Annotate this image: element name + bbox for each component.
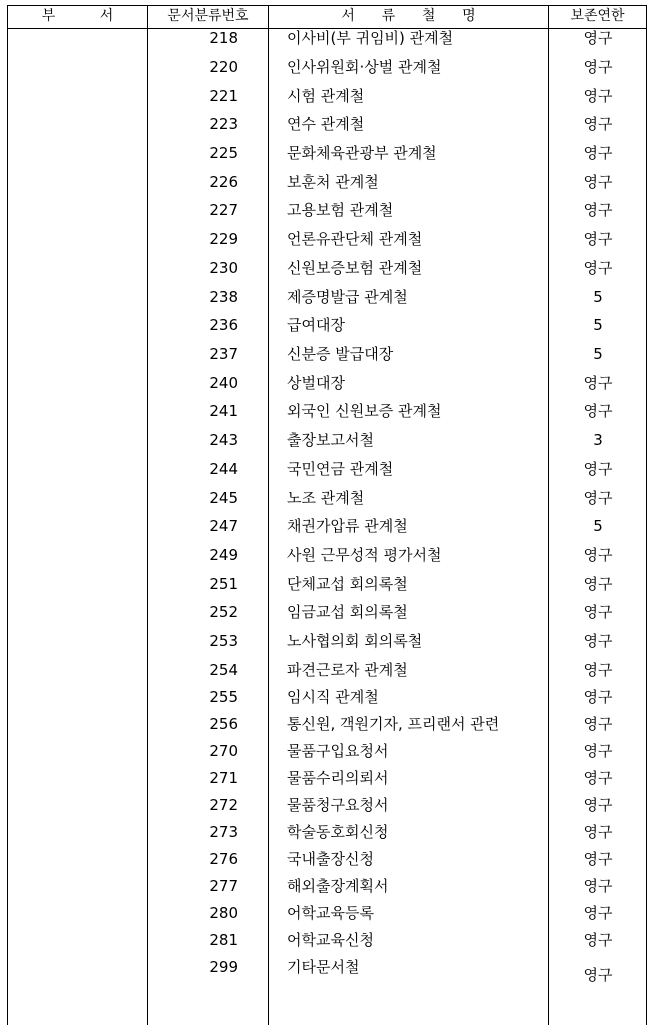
- cell-file-title: 기타문서철: [287, 958, 360, 976]
- cell-code: 299: [209, 958, 238, 976]
- cell-file-title: 연수 관계철: [287, 115, 365, 134]
- cell-code: 223: [209, 115, 238, 134]
- table-row: [0, 397, 653, 425]
- cell-retention: 영구: [583, 823, 613, 841]
- cell-file-title: 물품구입요청서: [287, 742, 389, 760]
- cell-file-title: 외국인 신원보증 관계철: [287, 402, 442, 421]
- cell-code: 227: [209, 201, 238, 220]
- table-row: [0, 455, 653, 483]
- cell-retention: 영구: [583, 715, 613, 733]
- table-row: [0, 283, 653, 311]
- table-row: [0, 737, 653, 765]
- table-row: [0, 818, 653, 846]
- cell-retention: 5: [593, 345, 603, 363]
- table-row: [0, 541, 653, 569]
- cell-retention: 영구: [583, 115, 613, 134]
- cell-code: 238: [209, 287, 238, 306]
- cell-retention: 영구: [583, 258, 613, 277]
- cell-file-title: 어학교육신청: [287, 931, 374, 949]
- cell-code: 218: [209, 29, 238, 47]
- cell-retention: 영구: [583, 603, 613, 622]
- cell-retention: 5: [593, 316, 603, 335]
- cell-code: 249: [209, 546, 238, 564]
- cell-file-title: 보훈처 관계철: [287, 172, 379, 191]
- cell-retention: 영구: [583, 660, 613, 679]
- table-row: [0, 598, 653, 626]
- table-row: [0, 196, 653, 224]
- cell-code: 255: [209, 688, 238, 706]
- table-row: [0, 426, 653, 454]
- cell-file-title: 상벌대장: [287, 373, 345, 392]
- cell-retention: 영구: [583, 796, 613, 814]
- cell-code: 245: [209, 488, 238, 507]
- cell-retention: 영구: [583, 769, 613, 787]
- table-row: [0, 139, 653, 167]
- table-row: [0, 899, 653, 927]
- cell-code: 226: [209, 172, 238, 191]
- cell-code: 237: [209, 345, 238, 363]
- cell-code: 244: [209, 459, 238, 478]
- table-row: [0, 570, 653, 598]
- cell-retention: 영구: [583, 144, 613, 162]
- cell-file-title: 파견근로자 관계철: [287, 660, 408, 679]
- cell-file-title: 국내출장신청: [287, 850, 374, 868]
- table-row: [0, 656, 653, 684]
- cell-file-title: 급여대장: [287, 316, 345, 335]
- cell-retention: 영구: [583, 574, 613, 593]
- cell-code: 236: [209, 316, 238, 335]
- table-row: [0, 845, 653, 873]
- cell-retention: 영구: [583, 57, 613, 76]
- cell-code: 225: [209, 144, 238, 162]
- table-row: [0, 225, 653, 253]
- table-row: [0, 110, 653, 138]
- cell-code: 254: [209, 660, 238, 679]
- cell-code: 229: [209, 230, 238, 249]
- cell-retention: 영구: [583, 29, 613, 47]
- cell-code: 253: [209, 632, 238, 651]
- cell-code: 240: [209, 373, 238, 392]
- cell-code: 247: [209, 517, 238, 536]
- table-row: [0, 168, 653, 196]
- cell-code: 280: [209, 904, 238, 922]
- table-row: [0, 254, 653, 282]
- cell-file-title: 물품수리의뢰서: [287, 769, 389, 787]
- cell-file-title: 문화체육관광부 관계철: [287, 144, 437, 162]
- cell-code: 220: [209, 57, 238, 76]
- table-row: [0, 512, 653, 540]
- table-row: [0, 926, 653, 954]
- cell-file-title: 인사위원회·상벌 관계철: [287, 57, 442, 76]
- cell-file-title: 채권가압류 관계철: [287, 517, 408, 536]
- cell-file-title: 임금교섭 회의록철: [287, 603, 408, 622]
- cell-retention: 영구: [583, 201, 613, 220]
- cell-file-title: 단체교섭 회의록철: [287, 574, 408, 593]
- cell-file-title: 신분증 발급대장: [287, 345, 394, 363]
- cell-file-title: 물품청구요청서: [287, 796, 389, 814]
- cell-code: 277: [209, 877, 238, 895]
- cell-code: 281: [209, 931, 238, 949]
- cell-file-title: 출장보고서철: [287, 431, 374, 450]
- cell-file-title: 임시직 관계철: [287, 688, 379, 706]
- cell-retention: 영구: [583, 459, 613, 478]
- cell-retention: 영구: [583, 172, 613, 191]
- header-retention-period: 보존연한: [570, 8, 625, 24]
- cell-code: 251: [209, 574, 238, 593]
- table-row: [0, 710, 653, 738]
- table-row: [0, 683, 653, 711]
- cell-file-title: 고용보험 관계철: [287, 201, 394, 220]
- cell-file-title: 이사비(부 귀임비) 관계철: [287, 29, 454, 47]
- cell-file-title: 국민연금 관계철: [287, 459, 394, 478]
- cell-file-title: 노조 관계철: [287, 488, 365, 507]
- table-row: [0, 872, 653, 900]
- cell-retention: 영구: [583, 402, 613, 421]
- table-row: [0, 627, 653, 655]
- cell-file-title: 노사협의회 회의록철: [287, 632, 423, 651]
- header-department: 부 서: [41, 8, 114, 24]
- cell-code: 272: [209, 796, 238, 814]
- table-row: [0, 484, 653, 512]
- cell-code: 256: [209, 715, 238, 733]
- cell-file-title: 해외출장계획서: [287, 877, 389, 895]
- cell-retention: 영구: [583, 850, 613, 868]
- cell-file-title: 사원 근무성적 평가서철: [287, 546, 442, 564]
- cell-retention: 영구: [583, 966, 613, 984]
- table-row: [0, 764, 653, 792]
- cell-code: 243: [209, 431, 238, 450]
- cell-file-title: 언론유관단체 관계철: [287, 230, 423, 249]
- table-row: [0, 791, 653, 819]
- cell-retention: 영구: [583, 931, 613, 949]
- table-row: [0, 340, 653, 368]
- cell-retention: 5: [593, 287, 603, 306]
- cell-code: 241: [209, 402, 238, 421]
- cell-code: 276: [209, 850, 238, 868]
- cell-retention: 영구: [583, 86, 613, 105]
- cell-file-title: 제증명발급 관계철: [287, 287, 408, 306]
- cell-code: 221: [209, 86, 238, 105]
- cell-code: 271: [209, 769, 238, 787]
- cell-retention: 영구: [583, 632, 613, 651]
- cell-retention: 영구: [583, 230, 613, 249]
- cell-retention: 영구: [583, 688, 613, 706]
- table-row: [0, 53, 653, 81]
- cell-file-title: 학술동호회신청: [287, 823, 389, 841]
- cell-code: 252: [209, 603, 238, 622]
- cell-retention: 영구: [583, 877, 613, 895]
- table-row: [0, 953, 653, 984]
- header-file-title: 서 류 철 명: [341, 8, 476, 24]
- cell-file-title: 통신원, 객원기자, 프리랜서 관련: [287, 715, 500, 733]
- header-document-code: 문서분류번호: [167, 8, 249, 24]
- cell-retention: 5: [593, 517, 603, 536]
- cell-retention: 3: [593, 431, 603, 450]
- cell-retention: 영구: [583, 546, 613, 564]
- cell-code: 230: [209, 258, 238, 277]
- table-row: [0, 369, 653, 397]
- cell-retention: 영구: [583, 742, 613, 760]
- cell-retention: 영구: [583, 904, 613, 922]
- table-row: [0, 82, 653, 110]
- cell-file-title: 어학교육등록: [287, 904, 374, 922]
- cell-code: 270: [209, 742, 238, 760]
- cell-file-title: 신원보증보험 관계철: [287, 258, 423, 277]
- cell-code: 273: [209, 823, 238, 841]
- cell-file-title: 시험 관계철: [287, 86, 365, 105]
- table-row: [0, 24, 653, 52]
- table-row: [0, 311, 653, 339]
- cell-retention: 영구: [583, 373, 613, 392]
- cell-retention: 영구: [583, 488, 613, 507]
